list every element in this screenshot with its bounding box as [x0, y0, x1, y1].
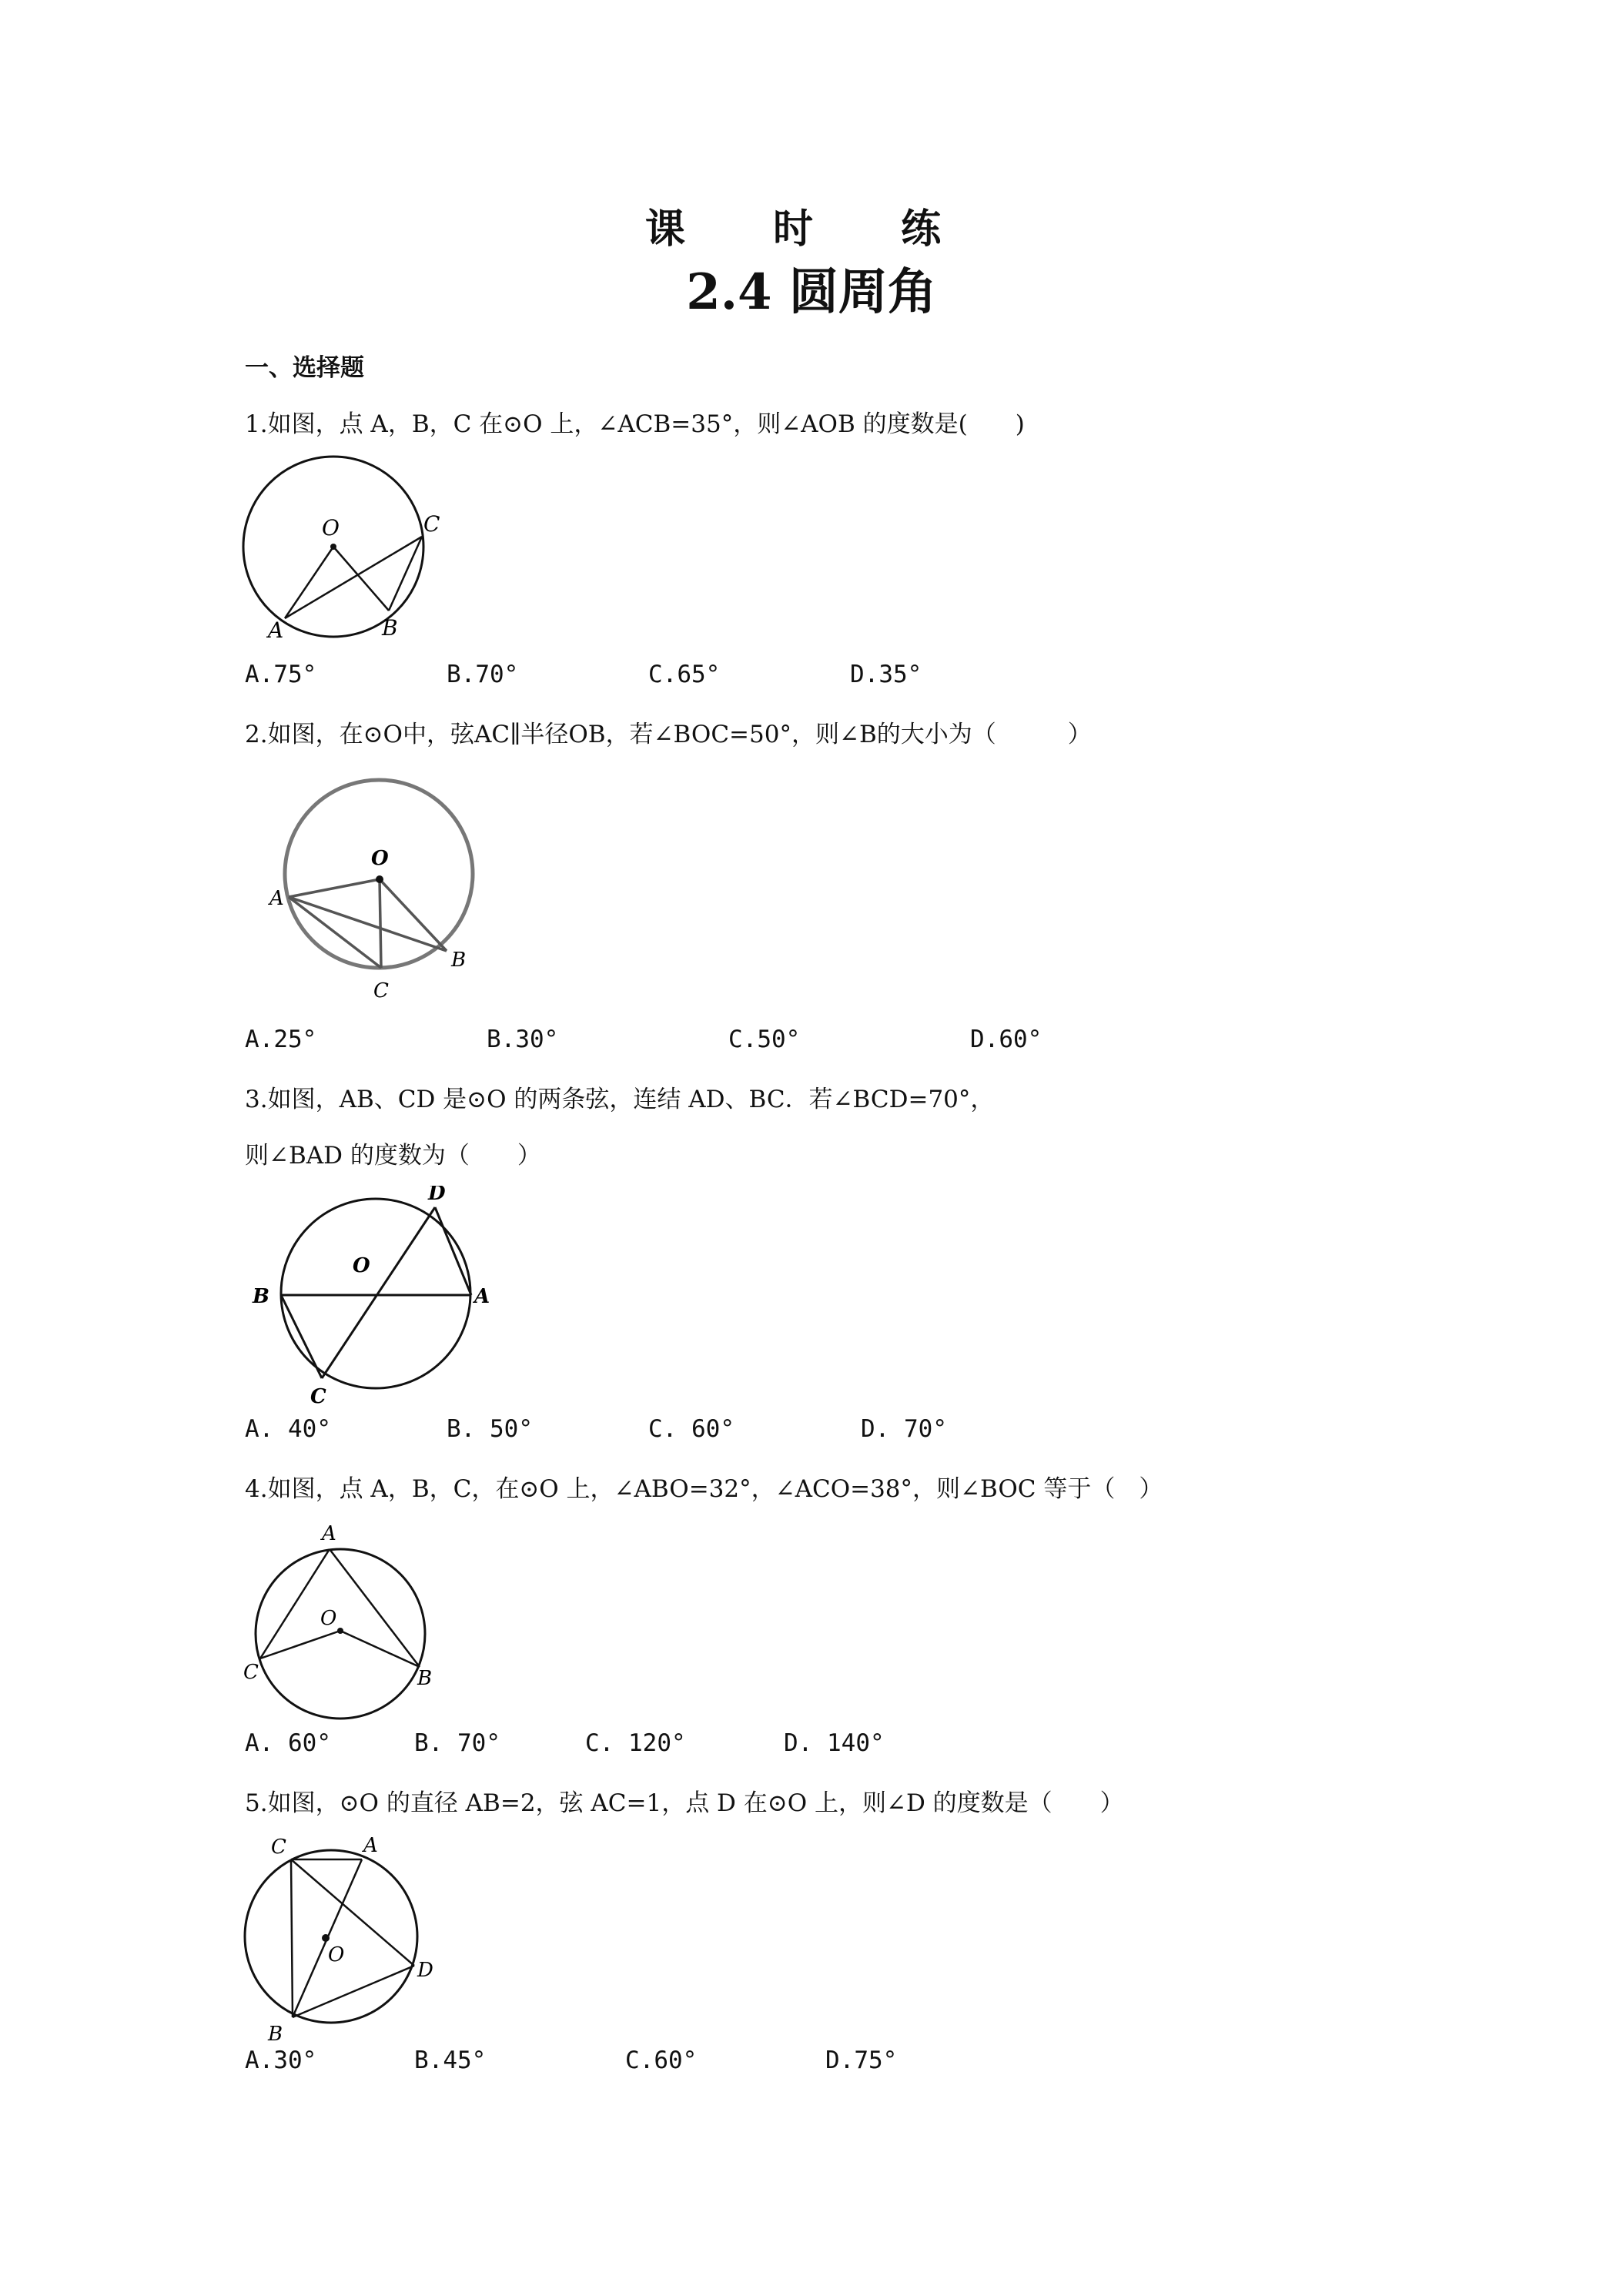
q1-option-b[interactable]: B.70°	[447, 661, 519, 688]
q5-option-b[interactable]: B.45°	[414, 2047, 487, 2074]
label-A: A	[322, 1522, 336, 1545]
q1-option-c[interactable]: C.65°	[648, 661, 721, 688]
q4-option-d[interactable]: D. 140°	[784, 1729, 885, 1757]
q3-option-d[interactable]: D. 70°	[861, 1415, 947, 1443]
label-O: O	[320, 1607, 337, 1630]
segment-AB	[330, 1549, 420, 1667]
segment-OB	[340, 1631, 420, 1667]
q3-option-a[interactable]: A. 40°	[245, 1415, 331, 1443]
q2-option-c[interactable]: C.50°	[728, 1026, 801, 1053]
q1-option-d[interactable]: D.35°	[850, 661, 922, 688]
q5-option-d[interactable]: D.75°	[825, 2047, 898, 2074]
label-D: D	[417, 1959, 433, 1982]
label-A: A	[268, 618, 284, 643]
question-3-stem-line2: 则∠BAD 的度数为（ ）	[245, 1142, 541, 1170]
segment-OC	[260, 1631, 340, 1658]
label-A: A	[474, 1285, 490, 1308]
label-C: C	[423, 511, 440, 537]
segment-OC	[380, 879, 381, 968]
question-1-figure	[231, 450, 462, 651]
question-2-figure	[254, 774, 500, 1009]
question-5-figure	[239, 1829, 439, 2044]
label-C: C	[310, 1385, 326, 1408]
question-5-stem: 5.如图，⊙O 的直径 AB=2，弦 AC=1，点 D 在⊙O 上，则∠D 的度数是（ ）	[245, 1789, 1124, 1817]
label-B: B	[268, 2023, 283, 2044]
label-O: O	[322, 515, 340, 541]
label-B: B	[417, 1667, 433, 1690]
label-C: C	[243, 1661, 259, 1684]
circle	[245, 1850, 417, 2023]
question-4-stem: 4.如图，点 A，B，C，在⊙O 上，∠ABO=32°，∠ACO=38°，则∠BOC 等于（ ）	[245, 1475, 1163, 1503]
label-C: C	[373, 979, 389, 1002]
label-A: A	[269, 887, 284, 910]
page-title: 课 时 练	[644, 206, 979, 253]
q2-option-a[interactable]: A.25°	[245, 1026, 317, 1053]
lesson-subtitle: 2.4 圆周角	[686, 263, 937, 321]
segment-BC	[281, 1295, 322, 1378]
label-B: B	[382, 615, 398, 641]
label-D: D	[428, 1186, 446, 1205]
q2-option-d[interactable]: D.60°	[970, 1026, 1042, 1053]
q2-option-b[interactable]: B.30°	[487, 1026, 559, 1053]
q4-option-b[interactable]: B. 70°	[414, 1729, 500, 1757]
question-4-figure	[239, 1517, 454, 1740]
label-A: A	[363, 1834, 378, 1857]
q5-option-a[interactable]: A.30°	[245, 2047, 317, 2074]
segment-CD	[322, 1207, 435, 1378]
center-point	[330, 544, 336, 550]
segment-AC	[260, 1549, 330, 1658]
label-O: O	[353, 1254, 370, 1277]
label-C: C	[271, 1836, 286, 1859]
section-heading: 一、选择题	[245, 354, 364, 382]
segment-CD	[291, 1859, 414, 1966]
label-O: O	[371, 847, 389, 870]
question-1-stem: 1.如图，点 A，B，C 在⊙O 上，∠ACB=35°，则∠AOB 的度数是( )	[245, 410, 1025, 438]
segment-CB	[291, 1859, 293, 2017]
q5-option-c[interactable]: C.60°	[625, 2047, 698, 2074]
center-point	[376, 875, 383, 883]
q1-option-a[interactable]: A.75°	[245, 661, 317, 688]
center-point	[337, 1628, 343, 1634]
question-3-figure	[245, 1186, 499, 1409]
q3-option-c[interactable]: C. 60°	[648, 1415, 735, 1443]
segment-AD	[435, 1207, 471, 1295]
question-2-stem: 2.如图，在⊙O中，弦AC∥半径OB，若∠BOC=50°，则∠B的大小为（ ）	[245, 721, 1092, 748]
segment-OA	[289, 879, 380, 897]
center-point	[322, 1934, 330, 1942]
segment-OA	[285, 547, 333, 618]
label-B: B	[253, 1285, 269, 1308]
label-O: O	[328, 1943, 345, 1966]
question-3-stem: 3.如图，AB、CD 是⊙O 的两条弦，连结 AD、BC．若∠BCD=70°，	[245, 1086, 995, 1113]
q4-option-a[interactable]: A. 60°	[245, 1729, 331, 1757]
label-B: B	[451, 949, 467, 972]
q3-option-b[interactable]: B. 50°	[447, 1415, 533, 1443]
segment-OB	[333, 547, 389, 611]
circle	[285, 780, 473, 968]
q4-option-c[interactable]: C. 120°	[585, 1729, 686, 1757]
